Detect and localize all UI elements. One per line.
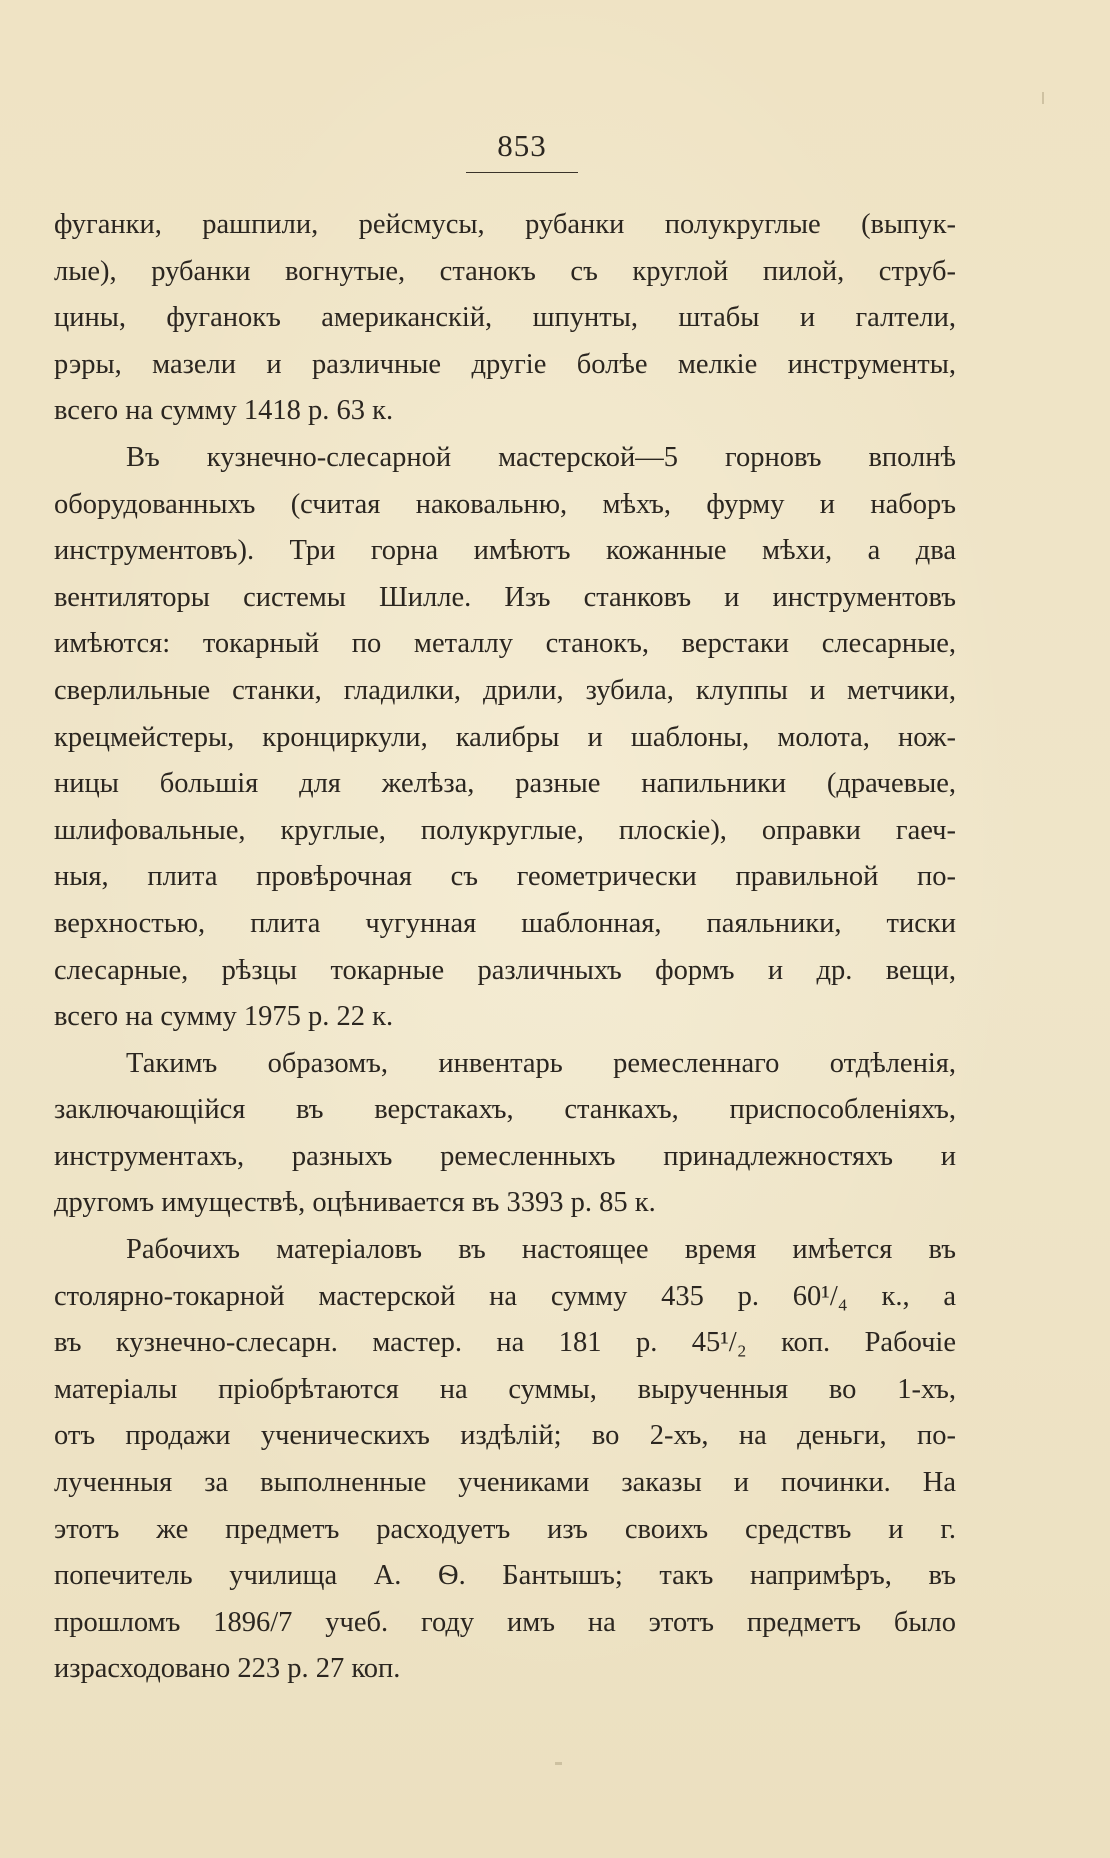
text-line: вентиляторы системы Шилле. Изъ станковъ и инструментовъ <box>54 581 956 613</box>
text-line: верхностью, плита чугунная шаблонная, паяльники, тиски <box>54 907 956 939</box>
page-number: 853 <box>497 128 547 163</box>
text-line: слесарные, рѣзцы токарные различныхъ формъ и др. вещи, <box>54 954 956 986</box>
text-line: въ кузнечно-слесарн. мастер. на 181 р. 45¹/₂ коп. Рабочіе <box>54 1327 956 1359</box>
text-line: Въ кузнечно-слесарной мастерской—5 горновъ вполнѣ <box>126 441 956 473</box>
text-line: рэры, мазели и различные другіе болѣе мелкіе инструменты, <box>54 348 956 380</box>
text-line: Такимъ образомъ, инвентарь ремесленнаго отдѣленія, <box>126 1047 956 1079</box>
text-line: оборудованныхъ (считая наковальню, мѣхъ, фурму и наборъ <box>54 488 956 520</box>
text-line: цины, фуганокъ американскій, шпунты, штабы и галтели, <box>54 302 956 334</box>
text-line: сверлильные станки, гладилки, дрили, зубила, клуппы и метчики, <box>54 674 956 706</box>
text-line: фуганки, рашпили, рейсмусы, рубанки полукруглые (выпук- <box>54 209 956 240</box>
text-line: израсходовано 223 р. 27 коп. <box>54 1653 401 1685</box>
text-line: отъ продажи ученическихъ издѣлій; во 2-хъ, на деньги, по- <box>54 1420 956 1452</box>
text-line: столярно-токарной мастерской на сумму 435 р. 60¹/₄ к., а <box>54 1280 956 1312</box>
text-line: матеріалы пріобрѣтаются на суммы, вырученныя во 1-хъ, <box>54 1373 956 1405</box>
text-line: ницы большія для желѣза, разные напильники (драчевые, <box>54 768 956 800</box>
scan-speck <box>1042 92 1044 104</box>
text-line: Рабочихъ матеріаловъ въ настоящее время имѣется въ <box>126 1234 956 1266</box>
text-line: лученныя за выполненные учениками заказы и починки. На <box>54 1467 956 1499</box>
scan-speck <box>555 1762 562 1765</box>
text-line: всего на сумму 1975 р. 22 к. <box>54 1001 394 1033</box>
page-number-rule <box>466 172 578 173</box>
text-line: ныя, плита провѣрочная съ геометрически правильной по- <box>54 861 956 893</box>
text-line: прошломъ 1896/7 учеб. году имъ на этотъ предметъ было <box>54 1606 956 1638</box>
text-line: имѣются: токарный по металлу станокъ, верстаки слесарные, <box>54 628 956 660</box>
text-line: заключающійся въ верстакахъ, станкахъ, приспособленіяхъ, <box>54 1094 956 1126</box>
body-text <box>54 202 956 1693</box>
text-line: лые), рубанки вогнутые, станокъ съ круглой пилой, струб- <box>54 255 956 287</box>
text-line: инструментовъ). Три горна имѣютъ кожанные мѣхи, а два <box>54 535 956 567</box>
text-line: этотъ же предметъ расходуетъ изъ своихъ средствъ и г. <box>54 1513 956 1545</box>
text-line: крецмейстеры, кронциркули, калибры и шаблоны, молота, нож- <box>54 721 956 753</box>
text-line: попечитель училища А. Ѳ. Бантышъ; такъ напримѣръ, въ <box>54 1560 956 1592</box>
text-line: всего на сумму 1418 р. 63 к. <box>54 395 394 427</box>
text-line: инструментахъ, разныхъ ремесленныхъ принадлежностяхъ и <box>54 1140 956 1172</box>
text-line: другомъ имуществѣ, оцѣнивается въ 3393 р. 85 к. <box>54 1187 656 1219</box>
text-line: шлифовальные, круглые, полукруглые, плоскіе), оправки гаеч- <box>54 814 956 846</box>
